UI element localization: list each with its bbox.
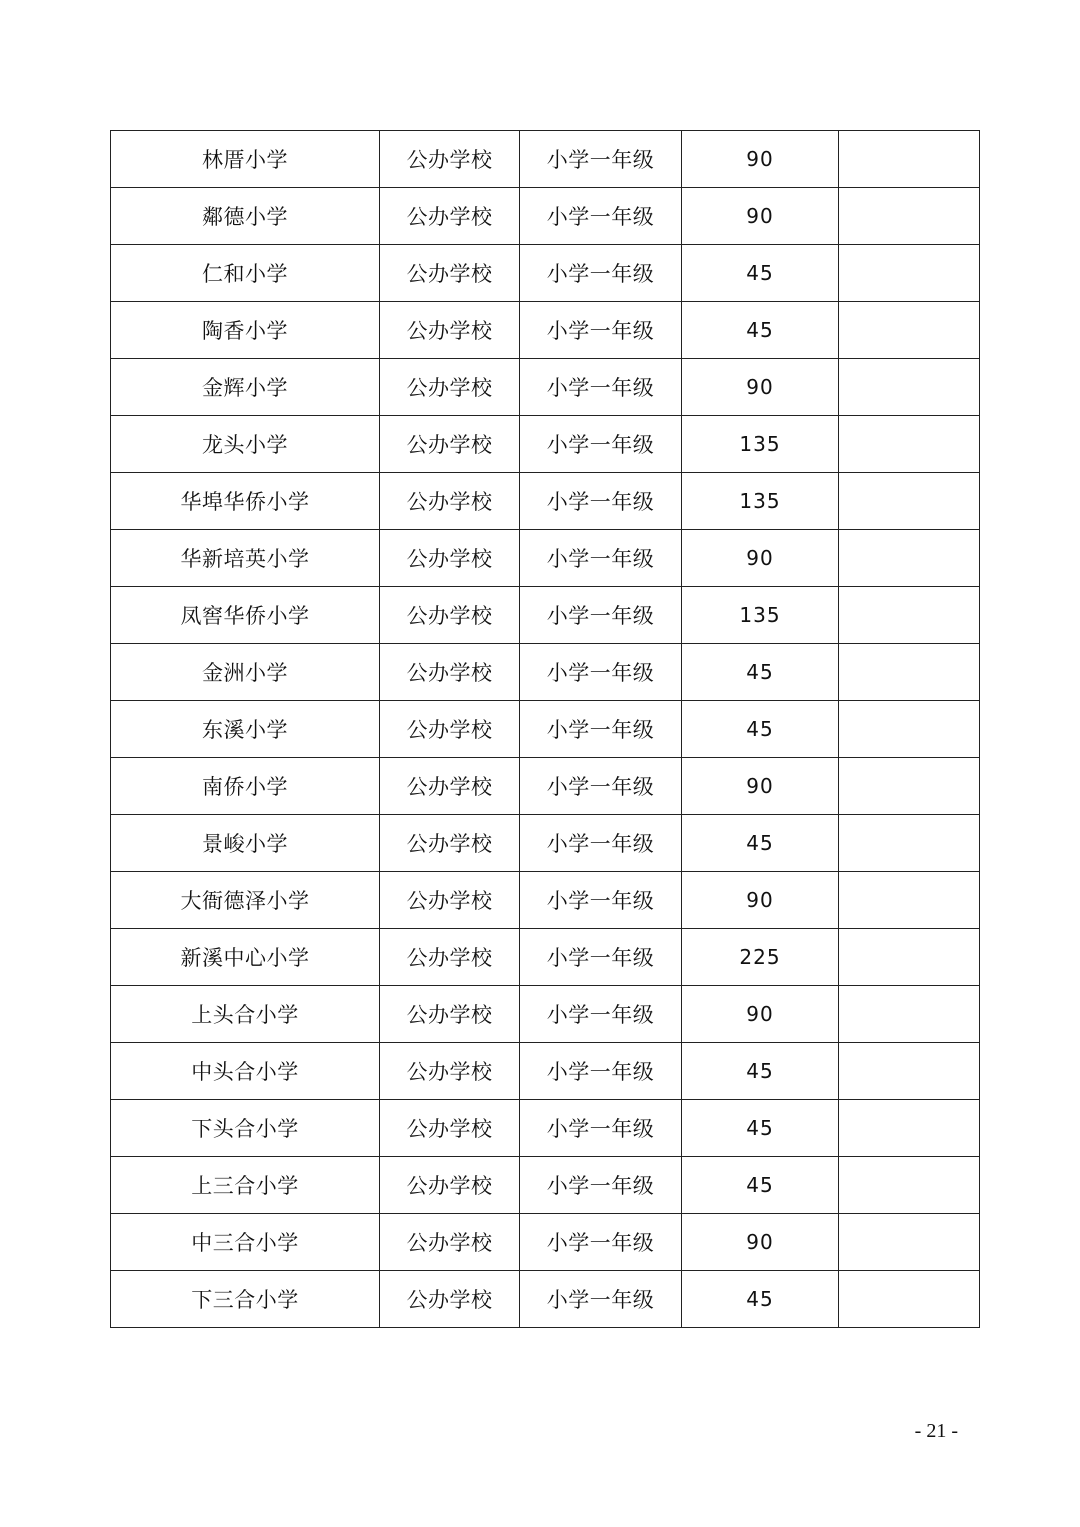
school-type-cell: 公办学校 <box>380 359 520 416</box>
enrollment-count-cell: 90 <box>682 1214 839 1271</box>
table-row <box>111 1100 980 1157</box>
school-type-cell: 公办学校 <box>380 758 520 815</box>
school-type-cell: 公办学校 <box>380 1214 520 1271</box>
note-cell <box>839 701 980 758</box>
enrollment-count-cell: 90 <box>682 758 839 815</box>
enrollment-count-cell: 45 <box>682 1100 839 1157</box>
note-cell <box>839 131 980 188</box>
enrollment-count-cell: 135 <box>682 473 839 530</box>
school-name-cell: 林厝小学 <box>111 131 380 188</box>
school-name-cell: 东溪小学 <box>111 701 380 758</box>
note-cell <box>839 473 980 530</box>
table-row <box>111 188 980 245</box>
grade-cell: 小学一年级 <box>520 359 682 416</box>
enrollment-count-cell: 45 <box>682 1271 839 1328</box>
school-type-cell: 公办学校 <box>380 1100 520 1157</box>
note-cell <box>839 245 980 302</box>
grade-cell: 小学一年级 <box>520 587 682 644</box>
note-cell <box>839 1043 980 1100</box>
enrollment-count-cell: 45 <box>682 701 839 758</box>
enrollment-count-cell: 90 <box>682 872 839 929</box>
enrollment-count-cell: 90 <box>682 530 839 587</box>
school-name-cell: 凤窖华侨小学 <box>111 587 380 644</box>
school-name-cell: 金辉小学 <box>111 359 380 416</box>
enrollment-count-cell: 45 <box>682 1157 839 1214</box>
grade-cell: 小学一年级 <box>520 1214 682 1271</box>
note-cell <box>839 1214 980 1271</box>
table-row <box>111 986 980 1043</box>
table-row <box>111 131 980 188</box>
grade-cell: 小学一年级 <box>520 131 682 188</box>
school-name-cell: 鄰德小学 <box>111 188 380 245</box>
note-cell <box>839 1271 980 1328</box>
school-name-cell: 仁和小学 <box>111 245 380 302</box>
note-cell <box>839 644 980 701</box>
school-name-cell: 下三合小学 <box>111 1271 380 1328</box>
table-row <box>111 872 980 929</box>
grade-cell: 小学一年级 <box>520 473 682 530</box>
grade-cell: 小学一年级 <box>520 302 682 359</box>
school-name-cell: 金洲小学 <box>111 644 380 701</box>
table-row <box>111 758 980 815</box>
school-type-cell: 公办学校 <box>380 416 520 473</box>
grade-cell: 小学一年级 <box>520 530 682 587</box>
school-type-cell: 公办学校 <box>380 986 520 1043</box>
enrollment-count-cell: 45 <box>682 644 839 701</box>
school-type-cell: 公办学校 <box>380 530 520 587</box>
school-type-cell: 公办学校 <box>380 587 520 644</box>
enrollment-table <box>110 130 980 1328</box>
table-row <box>111 1157 980 1214</box>
grade-cell: 小学一年级 <box>520 188 682 245</box>
school-name-cell: 中三合小学 <box>111 1214 380 1271</box>
school-name-cell: 华新培英小学 <box>111 530 380 587</box>
school-type-cell: 公办学校 <box>380 1043 520 1100</box>
note-cell <box>839 587 980 644</box>
school-name-cell: 下头合小学 <box>111 1100 380 1157</box>
school-type-cell: 公办学校 <box>380 188 520 245</box>
school-type-cell: 公办学校 <box>380 302 520 359</box>
enrollment-count-cell: 135 <box>682 587 839 644</box>
table-row <box>111 473 980 530</box>
note-cell <box>839 359 980 416</box>
enrollment-count-cell: 90 <box>682 986 839 1043</box>
table-row <box>111 359 980 416</box>
grade-cell: 小学一年级 <box>520 986 682 1043</box>
enrollment-count-cell: 90 <box>682 188 839 245</box>
table-row <box>111 815 980 872</box>
school-type-cell: 公办学校 <box>380 815 520 872</box>
table-row <box>111 416 980 473</box>
school-name-cell: 南侨小学 <box>111 758 380 815</box>
grade-cell: 小学一年级 <box>520 701 682 758</box>
note-cell <box>839 1100 980 1157</box>
grade-cell: 小学一年级 <box>520 1043 682 1100</box>
grade-cell: 小学一年级 <box>520 929 682 986</box>
enrollment-count-cell: 135 <box>682 416 839 473</box>
school-name-cell: 大衙德泽小学 <box>111 872 380 929</box>
school-name-cell: 上三合小学 <box>111 1157 380 1214</box>
enrollment-count-cell: 225 <box>682 929 839 986</box>
grade-cell: 小学一年级 <box>520 1271 682 1328</box>
school-name-cell: 景峻小学 <box>111 815 380 872</box>
school-type-cell: 公办学校 <box>380 473 520 530</box>
grade-cell: 小学一年级 <box>520 416 682 473</box>
table-row <box>111 644 980 701</box>
table-row <box>111 1043 980 1100</box>
table-row <box>111 1214 980 1271</box>
note-cell <box>839 815 980 872</box>
grade-cell: 小学一年级 <box>520 758 682 815</box>
note-cell <box>839 986 980 1043</box>
enrollment-count-cell: 45 <box>682 1043 839 1100</box>
page-number: - 21 - <box>914 1420 958 1442</box>
note-cell <box>839 302 980 359</box>
note-cell <box>839 1157 980 1214</box>
school-type-cell: 公办学校 <box>380 644 520 701</box>
school-type-cell: 公办学校 <box>380 929 520 986</box>
grade-cell: 小学一年级 <box>520 872 682 929</box>
note-cell <box>839 188 980 245</box>
grade-cell: 小学一年级 <box>520 1157 682 1214</box>
table-row <box>111 701 980 758</box>
school-name-cell: 陶香小学 <box>111 302 380 359</box>
school-name-cell: 中头合小学 <box>111 1043 380 1100</box>
enrollment-count-cell: 45 <box>682 815 839 872</box>
grade-cell: 小学一年级 <box>520 644 682 701</box>
table-row <box>111 302 980 359</box>
school-type-cell: 公办学校 <box>380 872 520 929</box>
table-body <box>111 131 980 1328</box>
school-name-cell: 上头合小学 <box>111 986 380 1043</box>
school-type-cell: 公办学校 <box>380 701 520 758</box>
school-type-cell: 公办学校 <box>380 1157 520 1214</box>
enrollment-count-cell: 45 <box>682 302 839 359</box>
note-cell <box>839 416 980 473</box>
enrollment-count-cell: 45 <box>682 245 839 302</box>
school-type-cell: 公办学校 <box>380 1271 520 1328</box>
table-row <box>111 1271 980 1328</box>
school-name-cell: 新溪中心小学 <box>111 929 380 986</box>
grade-cell: 小学一年级 <box>520 815 682 872</box>
grade-cell: 小学一年级 <box>520 1100 682 1157</box>
note-cell <box>839 872 980 929</box>
table-row <box>111 245 980 302</box>
table-row <box>111 929 980 986</box>
enrollment-count-cell: 90 <box>682 359 839 416</box>
table-row <box>111 587 980 644</box>
school-name-cell: 华埠华侨小学 <box>111 473 380 530</box>
note-cell <box>839 758 980 815</box>
school-type-cell: 公办学校 <box>380 131 520 188</box>
table-row <box>111 530 980 587</box>
school-name-cell: 龙头小学 <box>111 416 380 473</box>
note-cell <box>839 929 980 986</box>
enrollment-count-cell: 90 <box>682 131 839 188</box>
note-cell <box>839 530 980 587</box>
school-type-cell: 公办学校 <box>380 245 520 302</box>
grade-cell: 小学一年级 <box>520 245 682 302</box>
